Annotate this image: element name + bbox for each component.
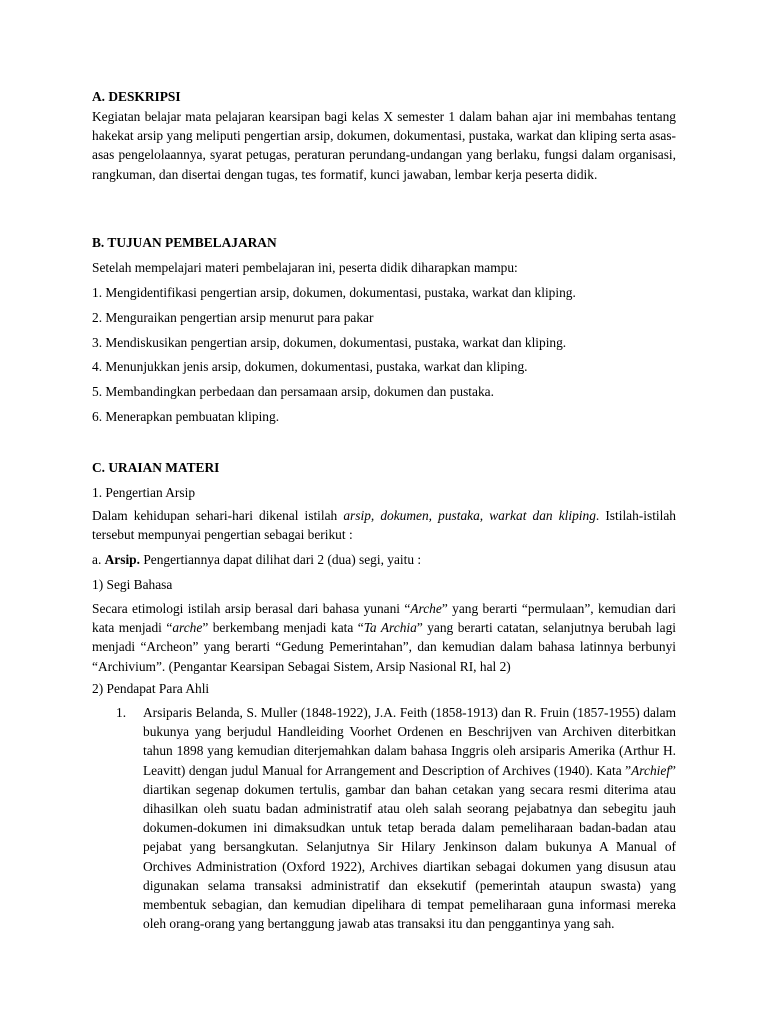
citation: (Pengantar Kearsipan Sebagai Sistem, Arsip Nasional RI, hal 2) [168, 658, 511, 674]
intro-terms: arsip, dokumen, pustaka, warkat dan kliping [343, 508, 596, 523]
section-a-paragraph: Kegiatan belajar mata pelajaran kearsipan bagi kelas X semester 1 dalam bahan ajar ini membahas tentang hakekat arsip yang meliputi pengertian arsip, dokumen, dokumentasi, pustaka, warkat dan kliping serta asas-asas pengelolaannya, syarat petugas, peraturan perundang-undangan yang berlaku, fungsi dalam organisasi, rangkuman, dan disertai dengan tugas, tes formatif, kunci jawaban, lembar kerja peserta didik. [92, 109, 676, 182]
arsip-definition: a. Arsip. Pengertiannya dapat dilihat dari 2 (dua) segi, yaitu : [92, 552, 422, 567]
objective-item: 2. Menguraikan pengertian arsip menurut para pakar [92, 310, 374, 325]
section-c-intro [92, 506, 676, 544]
segi-bahasa-title: 1) Segi Bahasa [92, 577, 173, 592]
etymology-paragraph: Secara etimologi istilah arsip berasal dari bahasa yunani “Arche” yang berarti “permulaan”, kemudian dari kata menjadi “arche” berkembang menjadi kata “Ta Archia” yang berarti catatan, selanjutnya berubah lagi menjadi “Archeon” yang berarti “Gedung Pemerintahan”, dan kemudian dalam bahasa latinnya berbunyi “Archivium”. (Pengantar Kearsipan Sebagai Sistem, Arsip Nasional RI, hal 2) [92, 601, 676, 674]
objective-item: 4. Menunjukkan jenis arsip, dokumen, dokumentasi, pustaka, warkat dan kliping. [92, 359, 528, 374]
section-c-title: C. URAIAN MATERI [92, 460, 220, 475]
section-a-body [92, 107, 676, 184]
section-b-title: B. TUJUAN PEMBELAJARAN [92, 235, 277, 250]
objective-item: 6. Menerapkan pembuatan kliping. [92, 409, 280, 424]
arsip-term: Arsip. [104, 552, 140, 567]
intro-text-end: . Istilah-istilah tersebut mempunyai pengertian sebagai berikut : [92, 508, 676, 543]
intro-text: Dalam kehidupan sehari-hari dikenal istilah [92, 508, 344, 523]
expert-paragraph: Arsiparis Belanda, S. Muller (1848-1922), J.A. Feith (1858-1913) dan R. Fruin (1857-1955) dalam bukunya yang berjudul Handleiding Voorhet Ordenen en Beschrijven van Archiven diterbitkan tahun 1898 yang kemudian diterjemahkan dalam bahasa Inggris oleh arsiparis Amerika (Arthur H. Leavitt) dengan judul Manual for Arrangement and Description of Archives (1940). Kata ”Archief” diartikan segenap dokumen tertulis, gambar dan bahan cetakan yang secara resmi diterima atau dihasilkan oleh suatu badan administratif atau oleh salah seorang pejabatnya dan sebegitu jauh dokumen-dokumen ini dimaksudkan untuk tetap berada dalam pemeliharaan badan-badan atau pejabat yang bersangkutan. Selanjutnya Sir Hilary Jenkinson dalam bukunya A Manual of Orchives Administration (Oxford 1922), Archives diartikan sebagai dokumen yang disusun atau digunakan selama transaksi administratif dan eksekutif (pemerintah ataupun swasta) yang membentuk sebagian, dan kemudian dipelihara di tempat pemeliharaan guna informasi mereka oleh orang-orang yang bertanggung jawab atas transaksi itu dan penggantinya yang sah. [143, 705, 676, 932]
subsection-title: 1. Pengertian Arsip [92, 485, 196, 500]
objective-item: 5. Membandingkan perbedaan dan persamaan arsip, dokumen dan pustaka. [92, 384, 494, 399]
expert-number: 1. [116, 705, 127, 720]
section-a-title: A. DESKRIPSI [92, 89, 181, 104]
objective-item: 3. Mendiskusikan pengertian arsip, dokumen, dokumentasi, pustaka, warkat dan kliping. [92, 335, 567, 350]
pendapat-title: 2) Pendapat Para Ahli [92, 681, 210, 696]
section-b-intro: Setelah mempelajari materi pembelajaran ini, peserta didik diharapkan mampu: [92, 260, 518, 275]
archief-term: Archief [631, 762, 671, 778]
objective-item: 1. Mengidentifikasi pengertian arsip, dokumen, dokumentasi, pustaka, warkat dan kliping. [92, 285, 576, 300]
